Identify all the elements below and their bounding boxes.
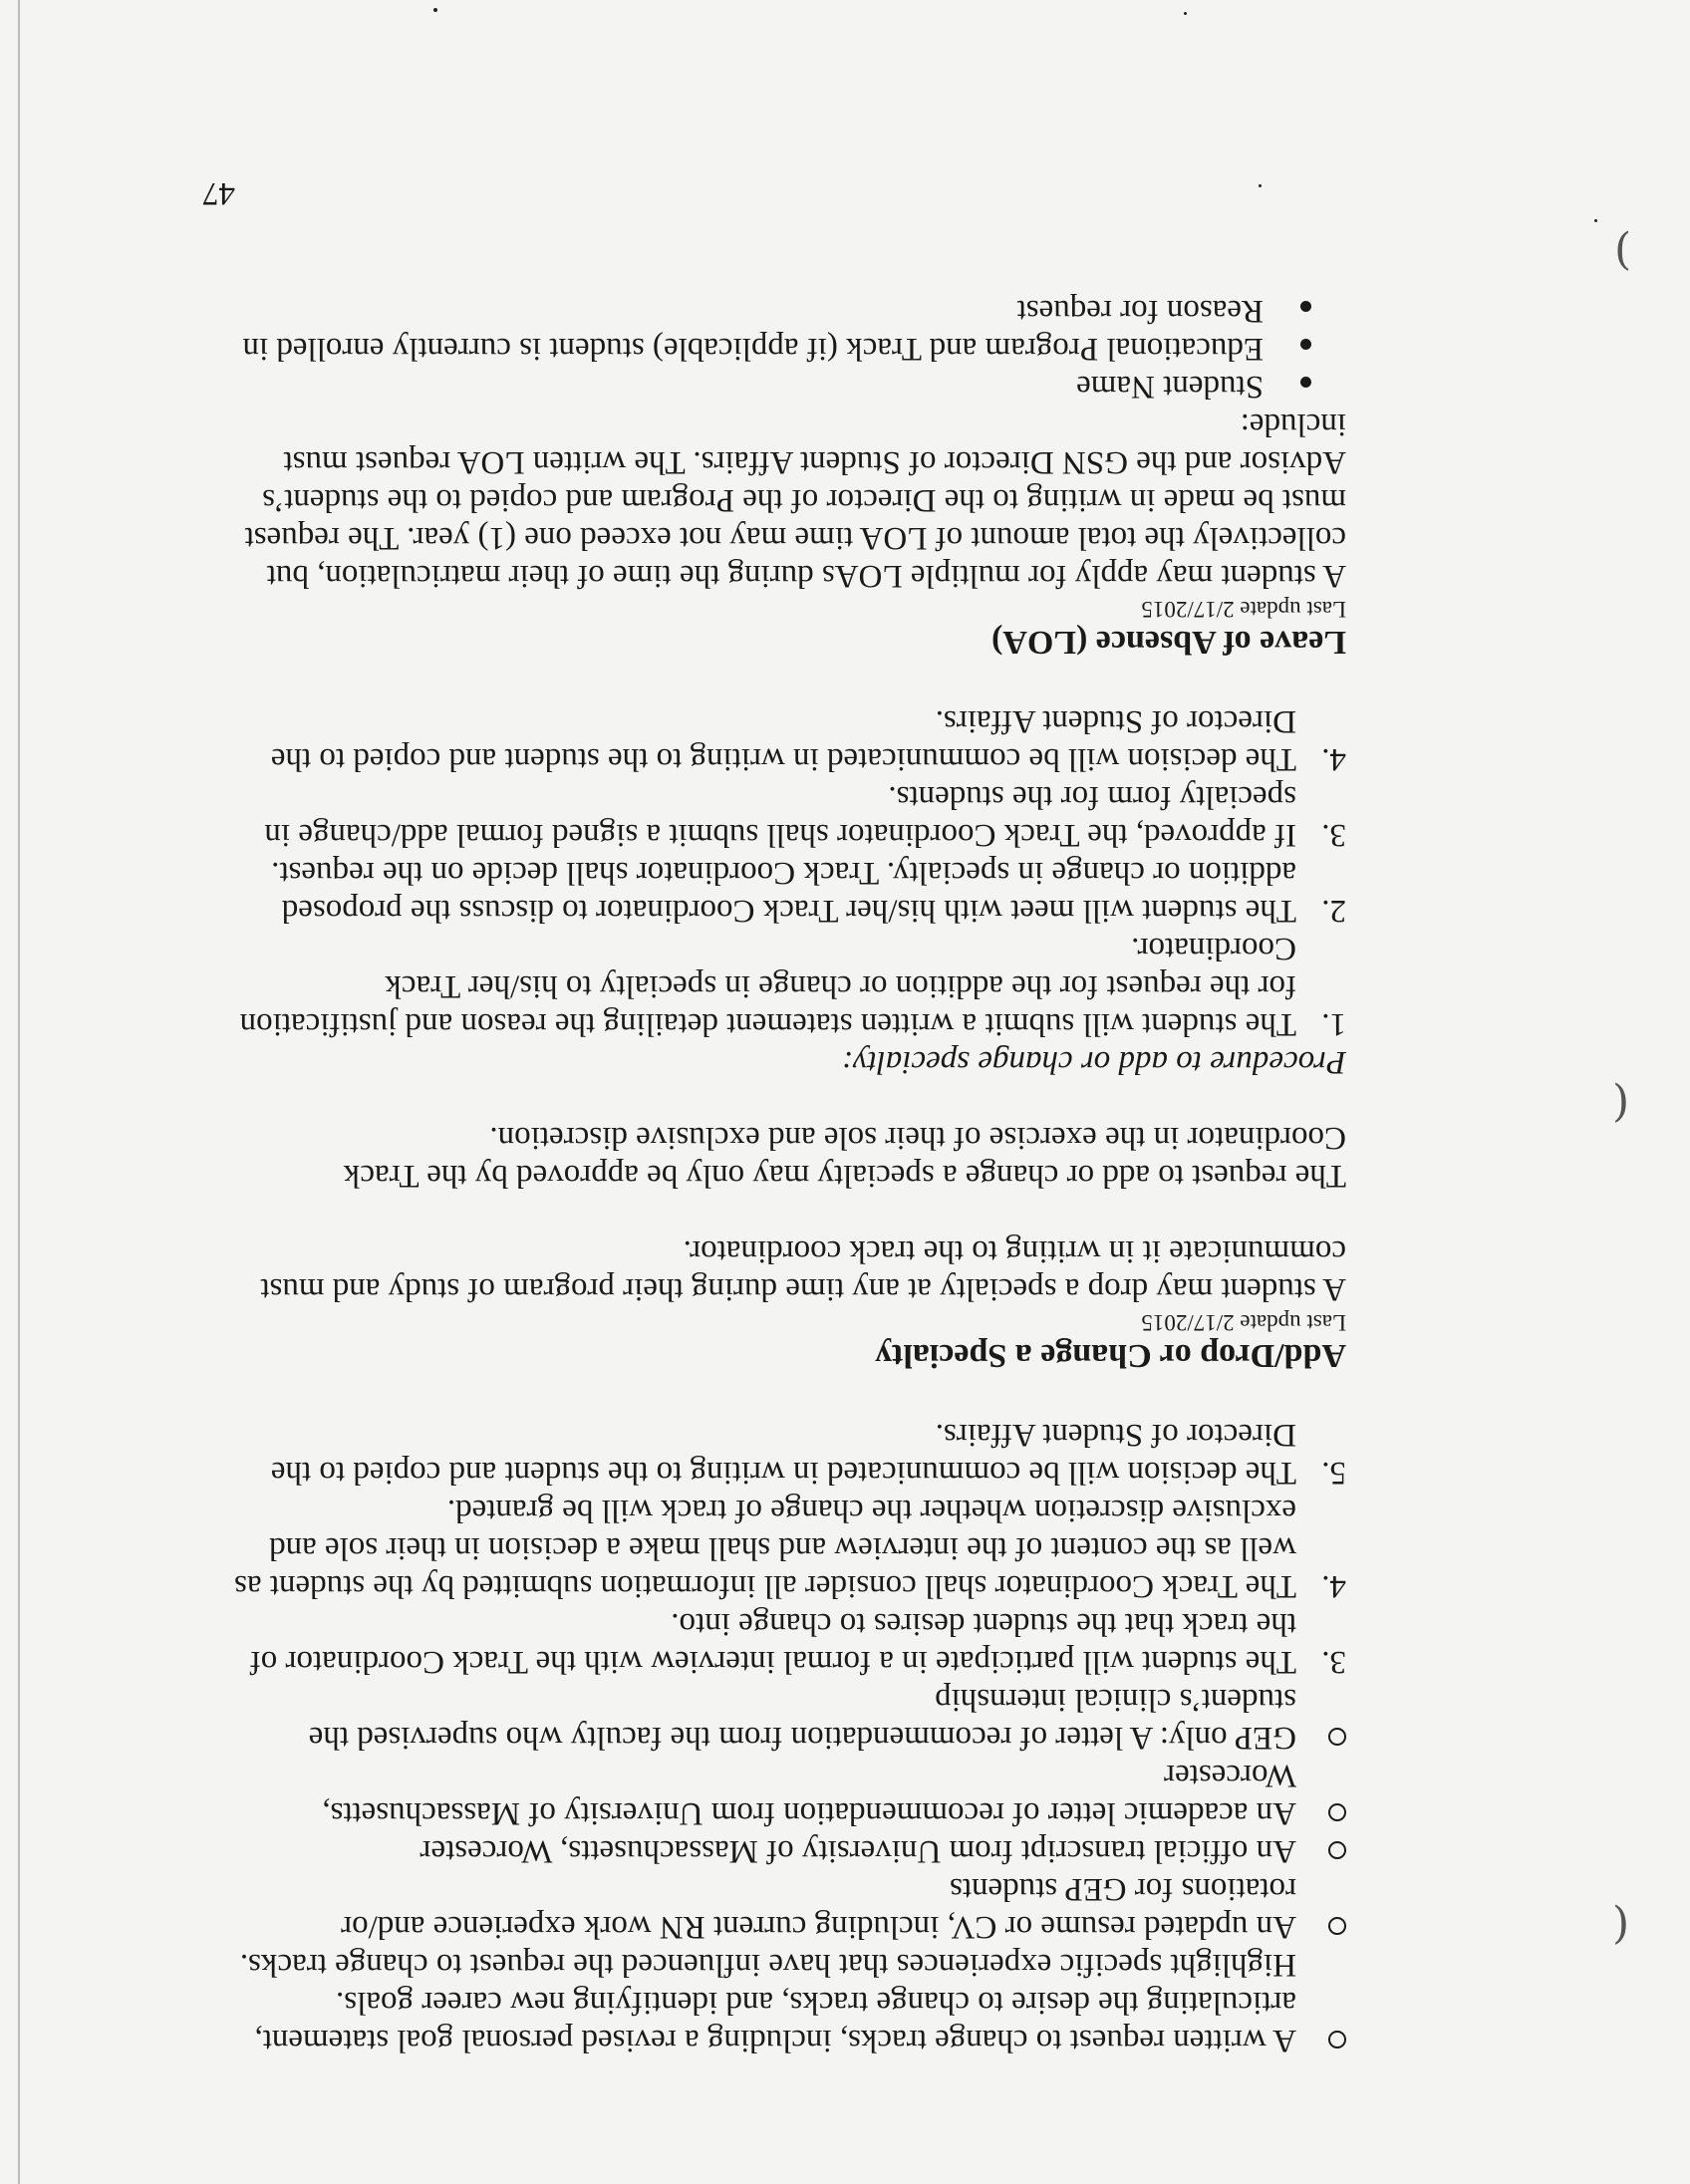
numbered-item xyxy=(230,778,1346,854)
item-text: The student will meet with his/her Track Coordinator to discuss the proposed addition or change in specialty. Track Coordinator shall decide on the request. xyxy=(271,855,1296,929)
item-text: The Track Coordinator shall consider all information submitted by the student as well as the content of the interview and shall make a decision in their sole and exclusive discretion whether the change of track will be granted. xyxy=(234,1493,1296,1604)
list-item-text: Reason for request xyxy=(1016,293,1264,329)
list-item-text: Educational Program and Track (if applicable) student is currently enrolled in xyxy=(242,331,1264,367)
bullet-marker xyxy=(1296,1908,1346,1946)
list-item xyxy=(230,1757,1346,1832)
list-item-text: An official transcript from University of Massachusetts, Worcester xyxy=(420,1833,1296,1869)
bullet-marker xyxy=(1264,292,1311,330)
procedure-heading: Procedure to add or change specialty: xyxy=(841,1044,1346,1080)
bullet-dot-icon xyxy=(1300,339,1311,350)
bullet-dot-icon xyxy=(1300,301,1311,312)
list-item xyxy=(230,368,1346,406)
list-item xyxy=(230,292,1346,330)
list-item xyxy=(230,1946,1346,2059)
item-number: 3. xyxy=(1321,817,1346,853)
add-drop-last-update: Last update 2/17/2015 xyxy=(1141,1310,1346,1335)
add-drop-paragraph-2: The request to add or change a specialty may only be approved by the Track Coordinator in the exercise of their sole and exclusive discretion. xyxy=(343,1120,1346,1194)
track-change-steps xyxy=(230,1416,1346,1681)
loa-paragraph: A student may apply for multiple LOAs during the time of their matriculation, but collectively the total amount of LOA time may not exceed one (1) year. The request must be made in writing to the Director of the Program and copied to the student’s Advisor and the GSN Director of Student Affairs. The written LOA request must include: xyxy=(244,407,1346,594)
hollow-bullet-icon xyxy=(1328,1917,1346,1935)
scan-mark: ) xyxy=(1612,1898,1630,1949)
list-item-text: An updated resume or CV, including current RN work experience and/or rotations for GEP students xyxy=(341,1871,1296,1945)
hollow-bullet-icon xyxy=(1328,1841,1346,1859)
list-item-text: A written request to change tracks, including a revised personal goal statement, articulating the desire to change tracks, and identifying new career goals. Highlight specific experiences that have influenced the request to change tracks. xyxy=(239,1947,1296,2058)
page-number: 47 xyxy=(202,175,235,211)
numbered-item xyxy=(230,930,1346,1043)
item-text: If approved, the Track Coordinator shall submit a signed formal add/change in specialty form for the students. xyxy=(264,779,1296,853)
track-change-requirements xyxy=(230,1681,1346,2059)
item-text: The student will submit a written statement detailing the reason and justification for the request for the addition or change in specialty to his/her Track Coordinator. xyxy=(239,931,1296,1042)
add-drop-steps xyxy=(230,702,1346,1043)
item-text: The decision will be communicated in writing to the student and copied to the Director of Student Affairs. xyxy=(270,1417,1296,1491)
numbered-item xyxy=(230,1416,1346,1492)
add-drop-title: Add/Drop or Change a Specialty xyxy=(875,1337,1346,1374)
numbered-item xyxy=(230,1492,1346,1605)
bullet-marker xyxy=(1264,330,1311,368)
list-item-text: An academic letter of recommendation from University of Massachusetts, Worcester xyxy=(322,1758,1296,1831)
list-item xyxy=(230,1832,1346,1870)
item-text: The decision will be communicated in writing to the student and copied to the Director of Student Affairs. xyxy=(270,703,1296,777)
item-number: 1. xyxy=(1321,1006,1346,1042)
item-text: The student will participate in a formal interview with the Track Coordinator of the track that the student desires to change into. xyxy=(249,1606,1296,1680)
text-column xyxy=(230,292,1346,2059)
scan-mark: ) xyxy=(1612,1076,1630,1127)
loa-required-items xyxy=(230,292,1346,406)
list-item xyxy=(230,330,1346,368)
loa-title: Leave of Absence (LOA) xyxy=(990,624,1346,661)
hollow-bullet-icon xyxy=(1328,2031,1346,2048)
item-number: 4. xyxy=(1321,741,1346,777)
numbered-item xyxy=(230,854,1346,930)
list-item-text: GEP only: A letter of recommendation from the faculty who supervised the student’s clinical internship xyxy=(308,1682,1296,1756)
loa-last-update: Last update 2/17/2015 xyxy=(1141,597,1346,622)
bullet-marker xyxy=(1296,1719,1346,1757)
bullet-marker xyxy=(1296,2022,1346,2059)
bullet-marker xyxy=(1296,1832,1346,1870)
bullet-marker xyxy=(1296,1794,1346,1832)
numbered-item xyxy=(230,1605,1346,1681)
item-number: 4. xyxy=(1321,1568,1346,1604)
numbered-item xyxy=(230,702,1346,778)
item-number: 5. xyxy=(1321,1455,1346,1491)
list-item-text: Student Name xyxy=(1076,369,1264,405)
item-number: 3. xyxy=(1321,1644,1346,1680)
list-item xyxy=(230,1870,1346,1946)
bullet-marker xyxy=(1264,368,1311,406)
hollow-bullet-icon xyxy=(1328,1728,1346,1746)
hollow-bullet-icon xyxy=(1328,1803,1346,1821)
item-number: 2. xyxy=(1321,893,1346,929)
scan-mark: ( xyxy=(1614,224,1632,275)
list-item xyxy=(230,1681,1346,1757)
add-drop-paragraph-1: A student may drop a specialty at any time during their program of study and must communicate it in writing to the track coordinator. xyxy=(260,1233,1346,1307)
bullet-dot-icon xyxy=(1300,377,1311,388)
